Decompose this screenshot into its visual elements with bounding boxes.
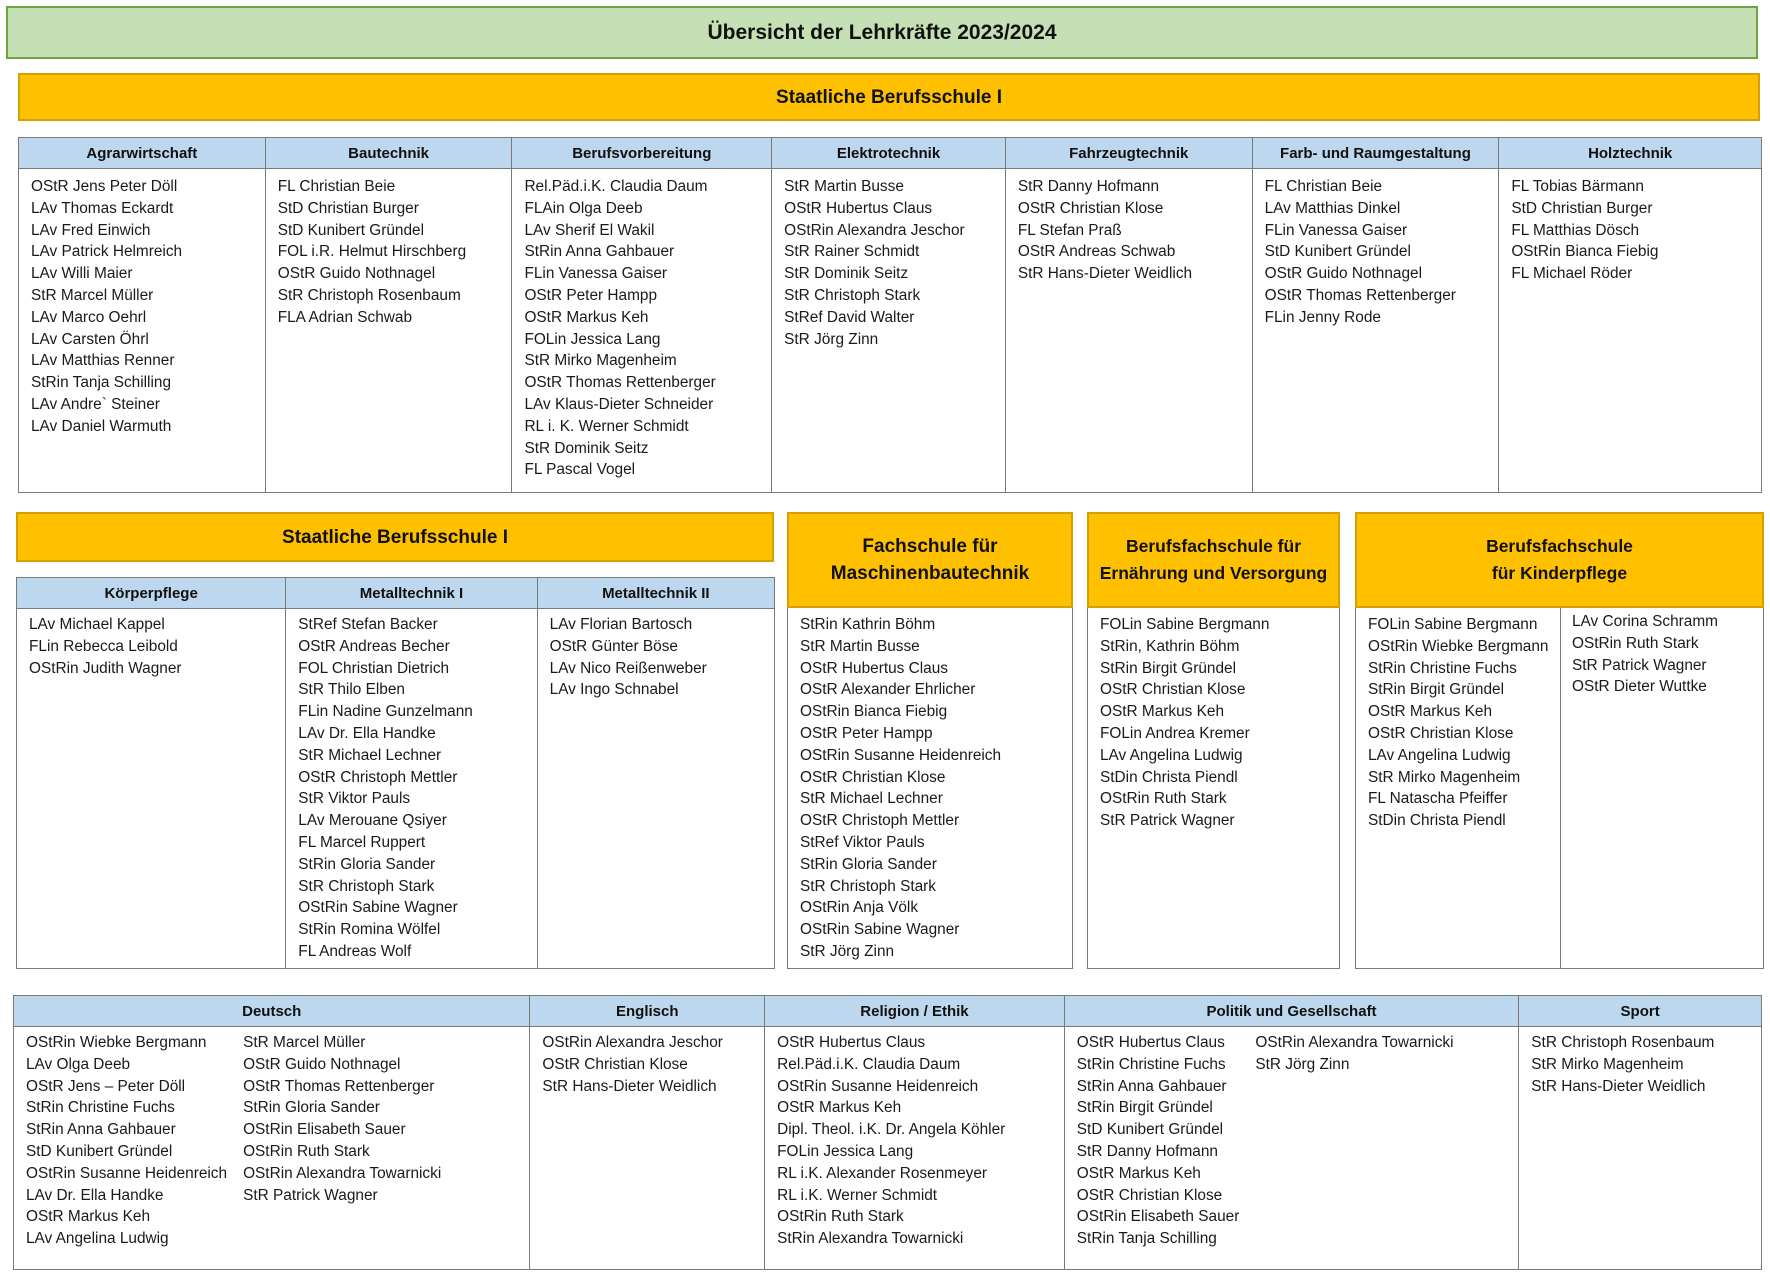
bfs-kinderpflege-title-line1: Berufsfachschule — [1486, 536, 1633, 556]
teacher-list — [278, 176, 466, 492]
teacher-entry: OStR Andreas Becher — [298, 637, 450, 655]
column-body — [17, 609, 285, 968]
teacher-entry: OStR Markus Keh — [1368, 703, 1493, 721]
teacher-entry: StDin Christa Piendl — [1100, 768, 1238, 786]
fachschule-header — [787, 512, 1073, 608]
teacher-entry: LAv Merouane Qsiyer — [298, 812, 447, 830]
teacher-entry: StR Mirko Magenheim — [1531, 1055, 1684, 1073]
teacher-entry: FL Christian Beie — [277, 178, 396, 195]
teacher-entry: LAv Matthias Renner — [31, 352, 175, 370]
fachschule-block — [787, 512, 1073, 969]
teacher-entry: OStR Guido Nothnagel — [277, 265, 436, 283]
teacher-entry: StR Viktor Pauls — [298, 790, 411, 808]
teacher-entry: LAv Willi Maier — [31, 265, 133, 283]
teacher-entry: StD Christian Burger — [1511, 199, 1653, 217]
teacher-entry: LAv Angelina Ludwig — [26, 1230, 169, 1248]
teacher-list-left — [1077, 1032, 1240, 1269]
middle-departments-table — [16, 577, 775, 969]
column-header: Deutsch — [14, 996, 529, 1027]
teacher-entry: StR Michael Lechner — [298, 746, 442, 764]
column-body — [765, 1027, 1064, 1269]
teacher-entry: OStRin Ruth Stark — [1572, 634, 1699, 652]
teacher-entry: OStRin Susanne Heidenreich — [800, 746, 1002, 764]
teacher-entry: OStR Christian Klose — [542, 1055, 688, 1073]
teacher-entry: OStRin Wiebke Bergmann — [1368, 637, 1549, 655]
teacher-entry: LAv Marco Oehrl — [31, 308, 147, 326]
teacher-entry: StRin Anna Gahbauer — [26, 1121, 176, 1139]
teacher-entry: OStR Jens – Peter Döll — [26, 1077, 186, 1095]
teacher-entry: FOLin Sabine Bergmann — [1100, 616, 1270, 633]
column-body — [1499, 169, 1761, 492]
teacher-list-left — [26, 1032, 227, 1269]
column-body — [512, 169, 771, 492]
teacher-entry: StR Martin Busse — [784, 178, 904, 195]
teacher-entry: LAv Ingo Schnabel — [549, 681, 679, 699]
teacher-entry: StR Jörg Zinn — [800, 942, 895, 960]
teacher-entry: StR Christoph Rosenbaum — [1531, 1034, 1715, 1051]
teacher-entry: OStR Jens Peter Döll — [31, 178, 178, 195]
teacher-entry: OStR Dieter Wuttke — [1572, 678, 1707, 696]
teacher-entry: LAv Michael Kappel — [29, 616, 165, 633]
teacher-entry: StRef David Walter — [784, 308, 915, 326]
teacher-entry: RL i.K. Werner Schmidt — [777, 1186, 938, 1204]
fachschule-title-line1: Fachschule für — [862, 536, 998, 557]
column-body — [19, 169, 265, 492]
column-körperpflege — [17, 578, 286, 968]
teacher-entry: StD Kunibert Gründel — [1264, 243, 1411, 261]
teacher-entry: StRef Stefan Backer — [298, 616, 438, 633]
teacher-list-left — [1531, 1032, 1714, 1269]
teacher-entry: StRin Birgit Gründel — [1100, 659, 1237, 677]
teacher-list — [1511, 176, 1658, 492]
teacher-entry: LAv Andre` Steiner — [31, 395, 160, 413]
teacher-entry: RL i. K. Werner Schmidt — [524, 417, 689, 435]
column-header: Sport — [1519, 996, 1761, 1027]
teacher-entry: StRin Christine Fuchs — [26, 1099, 175, 1117]
teacher-list — [298, 614, 473, 968]
teacher-entry: StR Martin Busse — [800, 637, 920, 655]
teacher-entry: FLin Vanessa Gaiser — [524, 265, 668, 283]
teacher-entry: FOL i.R. Helmut Hirschberg — [277, 243, 467, 261]
teacher-entry: StR Thilo Elben — [298, 681, 405, 699]
teacher-entry: StRin Gloria Sander — [243, 1099, 380, 1117]
column-body — [530, 1027, 764, 1269]
teacher-entry: StR Hans-Dieter Weidlich — [1017, 265, 1193, 283]
teacher-entry: OStR Thomas Rettenberger — [1264, 286, 1456, 304]
teacher-entry: FL Christian Beie — [1264, 178, 1383, 195]
teacher-entry: StRin Christine Fuchs — [1368, 659, 1517, 677]
teacher-entry: OStR Guido Nothnagel — [243, 1055, 401, 1073]
teacher-entry: FL Michael Röder — [1511, 265, 1633, 283]
teacher-entry: OStRin Susanne Heidenreich — [777, 1077, 979, 1095]
column-berufsvorbereitung — [512, 138, 772, 492]
teacher-entry: StRin Alexandra Towarnicki — [777, 1230, 964, 1248]
teacher-list-right — [243, 1032, 441, 1269]
teacher-entry: OStR Christian Klose — [1017, 199, 1164, 217]
teacher-entry: FL Stefan Praß — [1017, 221, 1122, 239]
teacher-entry: OStRin Sabine Wagner — [800, 921, 960, 939]
column-holztechnik — [1499, 138, 1761, 492]
teacher-entry: OStRin Elisabeth Sauer — [1076, 1208, 1240, 1226]
teacher-list-left — [542, 1032, 723, 1269]
teacher-entry: OStR Markus Keh — [524, 308, 649, 326]
teacher-entry: LAv Thomas Eckardt — [31, 199, 174, 217]
column-agrarwirtschaft — [19, 138, 266, 492]
teacher-entry: OStRin Wiebke Bergmann — [26, 1034, 207, 1051]
column-header: Elektrotechnik — [772, 138, 1005, 169]
teacher-list — [550, 614, 707, 968]
teacher-entry: StR Dominik Seitz — [784, 265, 909, 283]
teacher-entry: OStR Christian Klose — [1076, 1186, 1223, 1204]
teacher-entry: LAv Klaus-Dieter Schneider — [524, 395, 714, 413]
column-header: Politik und Gesellschaft — [1065, 996, 1518, 1027]
teacher-entry: StR Christoph Stark — [800, 877, 936, 895]
teacher-entry: LAv Florian Bartosch — [549, 616, 693, 633]
teacher-entry: StD Kunibert Gründel — [26, 1142, 173, 1160]
teacher-entry: StR Hans-Dieter Weidlich — [542, 1077, 717, 1095]
school-header-middle: Staatliche Berufsschule I — [16, 512, 774, 562]
column-body — [286, 609, 536, 968]
teacher-entry: OStR Peter Hampp — [524, 286, 658, 304]
teacher-entry: OStR Peter Hampp — [800, 724, 933, 742]
fachschule-teacher-list — [800, 614, 1001, 968]
teacher-entry: FOLin Andrea Kremer — [1100, 724, 1250, 742]
column-farb-und-raumgestaltung — [1253, 138, 1500, 492]
column-header: Berufsvorbereitung — [512, 138, 771, 169]
teacher-entry: OStR Guido Nothnagel — [1264, 265, 1423, 283]
school-header-top: Staatliche Berufsschule I — [18, 73, 1760, 121]
teacher-entry: FLAin Olga Deeb — [524, 199, 643, 217]
teacher-entry: OStR Christoph Mettler — [298, 768, 458, 786]
teacher-entry: StD Kunibert Gründel — [1076, 1121, 1224, 1139]
teacher-entry: FLin Jenny Rode — [1264, 308, 1381, 326]
teacher-entry: LAv Angelina Ludwig — [1368, 746, 1511, 764]
teacher-entry: FL Tobias Bärmann — [1511, 178, 1644, 195]
column-metalltechnik-i — [286, 578, 537, 968]
bfs-ernaehrung-title-line2: Ernährung und Versorgung — [1099, 563, 1328, 583]
teacher-entry: StR Patrick Wagner — [1572, 656, 1707, 674]
teacher-entry: OStR Markus Keh — [26, 1208, 151, 1226]
teacher-entry: OStRin Sabine Wagner — [298, 899, 458, 917]
teacher-entry: OStR Markus Keh — [1076, 1164, 1201, 1182]
teacher-entry: StRin Anna Gahbauer — [524, 243, 675, 261]
bfs-kinderpflege-title-line2: für Kinderpflege — [1491, 563, 1628, 583]
teacher-entry: StRin Tanja Schilling — [31, 374, 172, 392]
teacher-entry: StR Jörg Zinn — [784, 330, 879, 348]
column-header: Bautechnik — [266, 138, 512, 169]
column-bautechnik — [266, 138, 513, 492]
teacher-entry: LAv Fred Einwich — [31, 221, 151, 239]
teacher-entry: StR Dominik Seitz — [524, 439, 649, 457]
bfs-ernaehrung-title-line1: Berufsfachschule für — [1125, 536, 1302, 556]
bottom-subjects-table — [13, 995, 1762, 1270]
teacher-entry: StRin, Kathrin Böhm — [1100, 637, 1240, 655]
teacher-entry: LAv Matthias Dinkel — [1264, 199, 1401, 217]
column-body — [1519, 1027, 1761, 1269]
teacher-entry: StR Marcel Müller — [31, 286, 154, 304]
teacher-entry: LAv Carsten Öhrl — [31, 330, 149, 348]
column-header: Farb- und Raumgestaltung — [1253, 138, 1499, 169]
teacher-entry: LAv Daniel Warmuth — [31, 417, 172, 435]
teacher-entry: StRin Tanja Schilling — [1076, 1230, 1217, 1248]
column-body — [772, 169, 1005, 492]
teacher-entry: FL Marcel Ruppert — [298, 833, 426, 851]
bfs-kinderpflege-block — [1355, 512, 1764, 969]
teacher-entry: OStRin Bianca Fiebig — [800, 703, 948, 721]
teacher-entry: OStRin Elisabeth Sauer — [243, 1121, 406, 1139]
column-body — [1253, 169, 1499, 492]
column-header: Holztechnik — [1499, 138, 1761, 169]
teacher-entry: OStR Hubertus Claus — [1076, 1034, 1225, 1051]
teacher-entry: LAv Patrick Helmreich — [31, 243, 183, 261]
teacher-entry: StR Patrick Wagner — [243, 1186, 378, 1204]
column-metalltechnik-ii — [538, 578, 774, 968]
teacher-entry: OStR Christian Klose — [800, 768, 946, 786]
column-deutsch — [14, 996, 530, 1269]
teacher-entry: OStRin Alexandra Towarnicki — [1255, 1034, 1454, 1051]
column-header: Metalltechnik I — [286, 578, 536, 609]
teacher-entry: OStRin Alexandra Jeschor — [542, 1034, 723, 1051]
teacher-entry: FL Natascha Pfeiffer — [1368, 790, 1508, 808]
column-header: Fahrzeugtechnik — [1006, 138, 1252, 169]
teacher-entry: OStR Andreas Schwab — [1017, 243, 1176, 261]
teacher-entry: StR Hans-Dieter Weidlich — [1531, 1077, 1706, 1095]
teacher-entry: FLin Rebecca Leibold — [29, 637, 178, 655]
teacher-entry: Dipl. Theol. i.K. Dr. Angela Köhler — [777, 1121, 1006, 1139]
teacher-entry: StRin Romina Wölfel — [298, 921, 441, 939]
teacher-entry: StRin Gloria Sander — [298, 855, 436, 873]
teacher-entry: OStR Hubertus Claus — [800, 659, 948, 677]
column-sport — [1519, 996, 1761, 1269]
teacher-entry: FOLin Jessica Lang — [524, 330, 661, 348]
teacher-entry: LAv Olga Deeb — [26, 1055, 131, 1073]
teacher-list — [524, 176, 715, 492]
column-englisch — [530, 996, 765, 1269]
teacher-entry: FLA Adrian Schwab — [277, 308, 413, 326]
teacher-entry: OStRin Alexandra Jeschor — [784, 221, 965, 239]
teacher-entry: FOL Christian Dietrich — [298, 659, 450, 677]
teacher-entry: StRef Viktor Pauls — [800, 833, 925, 851]
teacher-entry: StRin Gloria Sander — [800, 855, 937, 873]
teacher-entry: OStRin Ruth Stark — [243, 1142, 370, 1160]
teacher-entry: StR Patrick Wagner — [1100, 812, 1235, 830]
teacher-entry: OStRin Ruth Stark — [1100, 790, 1227, 808]
teacher-entry: RL i.K. Alexander Rosenmeyer — [777, 1164, 988, 1182]
teacher-entry: Rel.Päd.i.K. Claudia Daum — [524, 178, 708, 195]
teacher-entry: OStR Markus Keh — [1100, 703, 1225, 721]
teacher-entry: StD Christian Burger — [277, 199, 419, 217]
column-header: Religion / Ethik — [765, 996, 1064, 1027]
teacher-entry: LAv Dr. Ella Handke — [26, 1186, 164, 1204]
bfs-ernaehrung-teacher-list — [1100, 614, 1269, 968]
bfs-kinderpflege-header — [1355, 512, 1764, 608]
teacher-entry: StR Mirko Magenheim — [1368, 768, 1521, 786]
teacher-entry: OStR Christoph Mettler — [800, 812, 960, 830]
teacher-entry: LAv Nico Reißenweber — [549, 659, 707, 677]
teacher-entry: OStR Markus Keh — [777, 1099, 902, 1117]
teacher-entry: OStR Thomas Rettenberger — [243, 1077, 435, 1095]
teacher-entry: StR Danny Hofmann — [1017, 178, 1160, 195]
teacher-list — [31, 176, 182, 492]
teacher-entry: StR Christoph Stark — [298, 877, 435, 895]
column-fahrzeugtechnik — [1006, 138, 1253, 492]
column-elektrotechnik — [772, 138, 1006, 492]
teacher-list-right — [1255, 1032, 1453, 1269]
bfs-ernaehrung-header — [1087, 512, 1340, 608]
teacher-entry: StR Michael Lechner — [800, 790, 943, 808]
teacher-entry: FLin Vanessa Gaiser — [1264, 221, 1408, 239]
teacher-entry: LAv Angelina Ludwig — [1100, 746, 1243, 764]
teacher-entry: OStRin Anja Völk — [800, 899, 919, 917]
teacher-entry: StRin Kathrin Böhm — [800, 616, 936, 633]
teacher-entry: OStRin Judith Wagner — [29, 659, 182, 677]
top-departments-table — [18, 137, 1762, 493]
column-body — [1065, 1027, 1518, 1269]
teacher-entry: OStR Thomas Rettenberger — [524, 374, 716, 392]
teacher-list — [1265, 176, 1456, 492]
teacher-entry: OStR Christian Klose — [1100, 681, 1246, 699]
teacher-entry: LAv Dr. Ella Handke — [298, 724, 436, 742]
teacher-entry: OStRin Susanne Heidenreich — [26, 1164, 228, 1182]
teacher-entry: FL Andreas Wolf — [298, 942, 412, 960]
teacher-entry: OStR Hubertus Claus — [784, 199, 933, 217]
teacher-entry: StR Christoph Stark — [784, 286, 921, 304]
teacher-entry: FOLin Sabine Bergmann — [1368, 616, 1538, 633]
teacher-entry: FL Matthias Dösch — [1511, 221, 1640, 239]
teacher-list — [784, 176, 965, 492]
column-body — [14, 1027, 529, 1269]
teacher-entry: FL Pascal Vogel — [524, 461, 636, 479]
column-header: Englisch — [530, 996, 764, 1027]
teacher-entry: FLin Nadine Gunzelmann — [298, 703, 473, 721]
bfs-kinderpflege-teacher-list-left — [1368, 614, 1572, 968]
teacher-entry: OStR Hubertus Claus — [777, 1034, 926, 1051]
teacher-entry: OStRin Alexandra Towarnicki — [243, 1164, 442, 1182]
bfs-ernaehrung-block — [1087, 512, 1340, 969]
teacher-entry: StRin Birgit Gründel — [1076, 1099, 1213, 1117]
teacher-entry: StRin Christine Fuchs — [1076, 1055, 1226, 1073]
teacher-entry: LAv Sherif El Wakil — [524, 221, 655, 239]
teacher-entry: StD Kunibert Gründel — [277, 221, 425, 239]
teacher-entry: LAv Corina Schramm — [1572, 613, 1718, 630]
teacher-list — [1018, 176, 1192, 492]
teacher-entry: OStR Alexander Ehrlicher — [800, 681, 976, 699]
column-header: Metalltechnik II — [538, 578, 774, 609]
teacher-entry: Rel.Päd.i.K. Claudia Daum — [777, 1055, 961, 1073]
column-body — [266, 169, 512, 492]
teacher-entry: StR Rainer Schmidt — [784, 243, 920, 261]
teacher-entry: StDin Christa Piendl — [1368, 812, 1506, 830]
column-body — [1006, 169, 1252, 492]
teacher-entry: StRin Birgit Gründel — [1368, 681, 1505, 699]
teacher-entry: OStRin Ruth Stark — [777, 1208, 904, 1226]
column-header: Körperpflege — [17, 578, 285, 609]
teacher-entry: OStR Günter Böse — [549, 637, 678, 655]
page-title: Übersicht der Lehrkräfte 2023/2024 — [6, 6, 1758, 59]
teacher-entry: StR Christoph Rosenbaum — [277, 286, 461, 304]
fachschule-title-line2: Maschinenbautechnik — [830, 563, 1030, 584]
teacher-entry: StR Danny Hofmann — [1076, 1142, 1218, 1160]
teacher-entry: OStRin Bianca Fiebig — [1511, 243, 1659, 261]
teacher-list — [29, 614, 182, 968]
column-religion-ethik — [765, 996, 1065, 1269]
column-header: Agrarwirtschaft — [19, 138, 265, 169]
teacher-entry: FOLin Jessica Lang — [777, 1142, 914, 1160]
teacher-entry: StR Mirko Magenheim — [524, 352, 677, 370]
teacher-entry: StR Jörg Zinn — [1255, 1055, 1350, 1073]
column-politik-und-gesellschaft — [1065, 996, 1519, 1269]
teacher-entry: OStR Christian Klose — [1368, 724, 1514, 742]
bfs-kinderpflege-teacher-list-right — [1572, 611, 1718, 968]
column-body — [538, 609, 774, 968]
teacher-entry: StRin Anna Gahbauer — [1076, 1077, 1227, 1095]
teacher-list-left — [777, 1032, 1005, 1269]
teacher-entry: StR Marcel Müller — [243, 1034, 366, 1051]
